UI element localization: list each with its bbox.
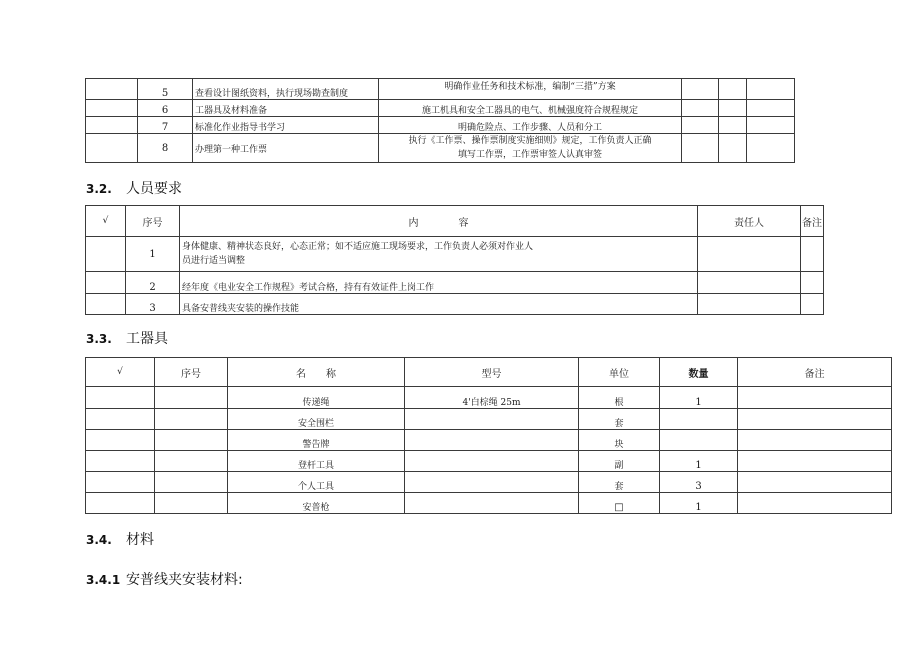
tool-quantity: 3 [660,472,738,493]
prep-requirement: 明确危险点、工作步骤、人员和分工 [379,117,682,134]
table-row [86,237,824,272]
header-unit: 单位 [579,358,660,387]
header-check: √ [86,206,126,237]
personnel-requirement: 经年度《电业安全工作规程》考试合格，持有有效证件上岗工作 [180,272,698,294]
tool-model [405,451,579,472]
section-title: 材料 [126,532,154,548]
table-row [86,117,795,134]
row-number: 3 [126,294,180,315]
header-quantity: 数量 [660,358,738,387]
prep-item: 标准化作业指导书学习 [193,117,379,134]
prep-item: 办理第一种工作票 [193,134,379,163]
prep-requirement: 明确作业任务和技术标准，编制“三措”方案 [379,79,682,100]
requirement-line: 身体健康、精神状态良好，心态正常；如不适应施工现场要求，工作负责人必须对作业人 [182,242,534,252]
prep-requirement [379,134,682,163]
table-header-row [86,206,824,237]
table-header-row [86,358,892,387]
tool-name: 传递绳 [228,387,405,409]
tool-model [405,430,579,451]
requirement-line: 执行《工作票、操作票制度实施细则》规定，工作负责人正确 [408,136,652,146]
tool-name: 个人工具 [228,472,405,493]
section-title: 人员要求 [126,181,182,197]
section-number: 3.3. [86,332,112,346]
section-title: 工器具 [126,331,168,347]
prep-requirement: 施工机具和安全工器具的电气、机械强度符合规程规定 [379,100,682,117]
row-number: 8 [138,134,193,163]
header-check: √ [86,358,155,387]
header-remark: 备注 [738,358,892,387]
section-heading [86,178,182,198]
section-number: 3.4. [86,533,112,547]
prep-item: 工器具及材料准备 [193,100,379,117]
tool-quantity [660,409,738,430]
table-row [86,387,892,409]
prep-item: 查看设计图纸资料，执行现场勘查制度 [193,79,379,100]
tool-unit: 根 [579,387,660,409]
header-name: 名 称 [228,358,405,387]
tool-unit: 套 [579,472,660,493]
table-row [86,472,892,493]
section-title: 安普线夹安装材料: [126,572,243,588]
table-row [86,272,824,294]
personnel-requirement: 具备安普线夹安装的操作技能 [180,294,698,315]
tool-model [405,409,579,430]
tool-unit: □ [579,493,660,514]
tool-model: 4'白棕绳 25m [405,387,579,409]
row-number: 6 [138,100,193,117]
section-heading [86,328,168,348]
personnel-table [85,205,824,315]
tool-unit: 副 [579,451,660,472]
header-number: 序号 [126,206,180,237]
section-number: 3.2. [86,182,112,196]
row-number: 5 [138,79,193,100]
header-content: 内 容 [180,206,698,237]
tool-quantity: 1 [660,387,738,409]
subsection-heading [86,569,243,589]
header-model: 型号 [405,358,579,387]
tools-table [85,357,892,514]
personnel-requirement [180,237,698,272]
tool-model [405,493,579,514]
tool-name: 警告牌 [228,430,405,451]
header-owner: 责任人 [698,206,801,237]
section-heading [86,529,154,549]
tool-unit: 块 [579,430,660,451]
requirement-line: 填写工作票，工作票审签人认真审签 [457,150,602,160]
table-row [86,451,892,472]
tool-model [405,472,579,493]
tool-quantity: 1 [660,451,738,472]
table-row [86,430,892,451]
tool-name: 登杆工具 [228,451,405,472]
tool-name: 安普枪 [228,493,405,514]
table-row [86,409,892,430]
tool-name: 安全围栏 [228,409,405,430]
tool-quantity [660,430,738,451]
table-row [86,134,795,163]
header-number: 序号 [155,358,228,387]
row-number: 7 [138,117,193,134]
table-row [86,79,795,100]
table-row [86,100,795,117]
table-row [86,493,892,514]
preparation-table [85,78,795,163]
section-number: 3.4.1 [86,573,121,587]
tool-quantity: 1 [660,493,738,514]
row-number: 2 [126,272,180,294]
requirement-line: 员进行适当调整 [182,256,246,266]
tool-unit: 套 [579,409,660,430]
row-number: 1 [126,237,180,272]
header-remark: 备注 [801,206,824,237]
table-row [86,294,824,315]
